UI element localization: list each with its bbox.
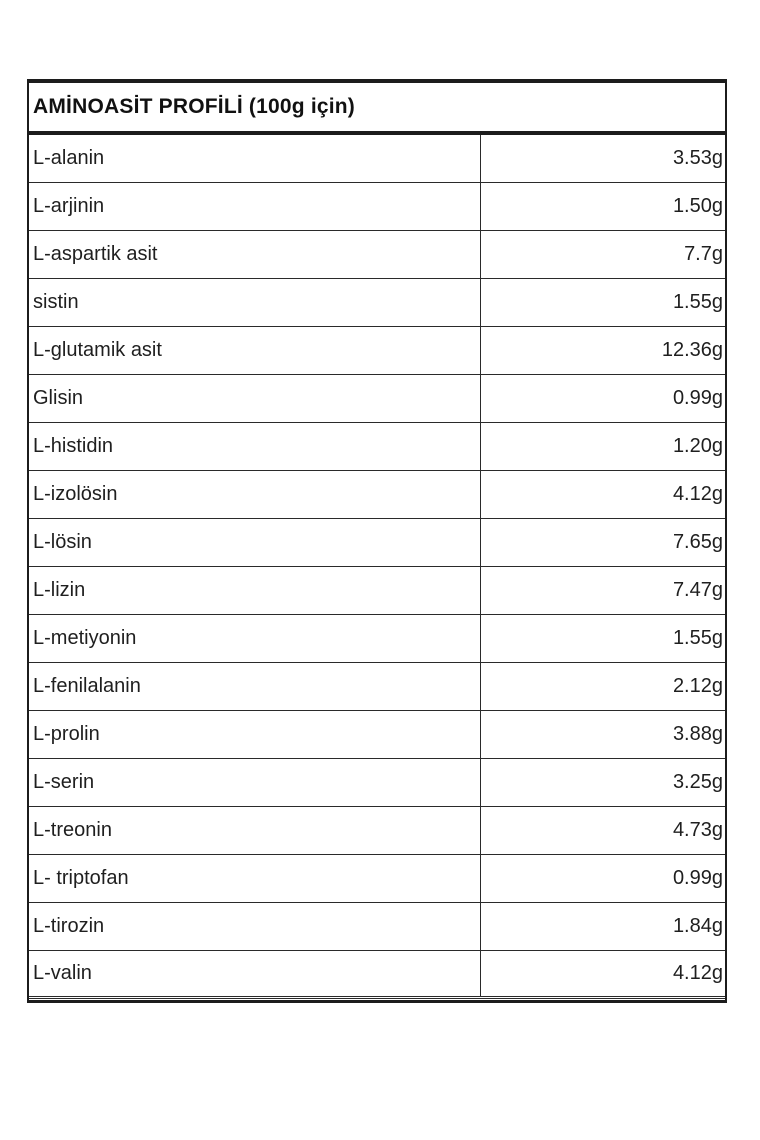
amino-acid-amount: 4.12g (672, 962, 723, 984)
table-row (29, 615, 725, 663)
table-row (29, 567, 725, 615)
amino-acid-amount: 0.99g (672, 387, 723, 409)
amino-acid-amount: 0.99g (672, 867, 723, 889)
table-row (29, 279, 725, 327)
table-row (29, 519, 725, 567)
table-row (29, 327, 725, 375)
table-row (29, 375, 725, 423)
amino-acid-amount: 1.55g (672, 291, 723, 313)
amino-acid-amount: 1.84g (672, 915, 723, 937)
amino-acid-name: sistin (29, 279, 481, 326)
table-row (29, 711, 725, 759)
table-row (29, 903, 725, 951)
amino-acid-amount: 2.12g (672, 675, 723, 697)
amino-acid-amount: 7.65g (672, 531, 723, 553)
amino-acid-name: L-glutamik asit (29, 327, 481, 374)
amino-acid-name: L- triptofan (29, 855, 481, 902)
amino-acid-name: Glisin (29, 375, 481, 422)
amino-acid-name: L-histidin (29, 423, 481, 470)
amino-acid-name: L-metiyonin (29, 615, 481, 662)
amino-acid-name: L-serin (29, 759, 481, 806)
amino-acid-amount: 1.50g (672, 195, 723, 217)
amino-acid-name: L-alanin (29, 135, 481, 182)
table-body (29, 135, 725, 999)
amino-acid-name: L-treonin (29, 807, 481, 854)
amino-acid-amount: 7.47g (672, 579, 723, 601)
amino-acid-amount: 1.55g (672, 627, 723, 649)
table-row (29, 759, 725, 807)
amino-acid-amount: 4.73g (672, 819, 723, 841)
table-row (29, 663, 725, 711)
amino-acid-amount: 3.25g (672, 771, 723, 793)
table-row (29, 471, 725, 519)
table-row (29, 855, 725, 903)
amino-acid-name: L-lösin (29, 519, 481, 566)
amino-acid-amount: 3.88g (672, 723, 723, 745)
amino-acid-amount: 7.7g (684, 243, 723, 265)
amino-acid-name: L-fenilalanin (29, 663, 481, 710)
table-row (29, 951, 725, 999)
amino-acid-name: L-prolin (29, 711, 481, 758)
amino-acid-name: L-aspartik asit (29, 231, 481, 278)
table-row (29, 231, 725, 279)
table-row (29, 423, 725, 471)
table-row (29, 135, 725, 183)
amino-acid-amount: 4.12g (672, 483, 723, 505)
table-row (29, 183, 725, 231)
amino-acid-name: L-tirozin (29, 903, 481, 950)
amino-acid-amount: 1.20g (672, 435, 723, 457)
amino-acid-amount: 3.53g (672, 147, 723, 169)
amino-acid-name: L-arjinin (29, 183, 481, 230)
amino-acid-table (27, 79, 727, 1003)
amino-acid-name: L-lizin (29, 567, 481, 614)
table-row (29, 807, 725, 855)
amino-acid-name: L-izolösin (29, 471, 481, 518)
table-title: AMİNOASİT PROFİLİ (100g için) (33, 95, 355, 118)
amino-acid-amount: 12.36g (661, 339, 723, 361)
amino-acid-name: L-valin (29, 951, 481, 996)
table-header (29, 83, 725, 135)
